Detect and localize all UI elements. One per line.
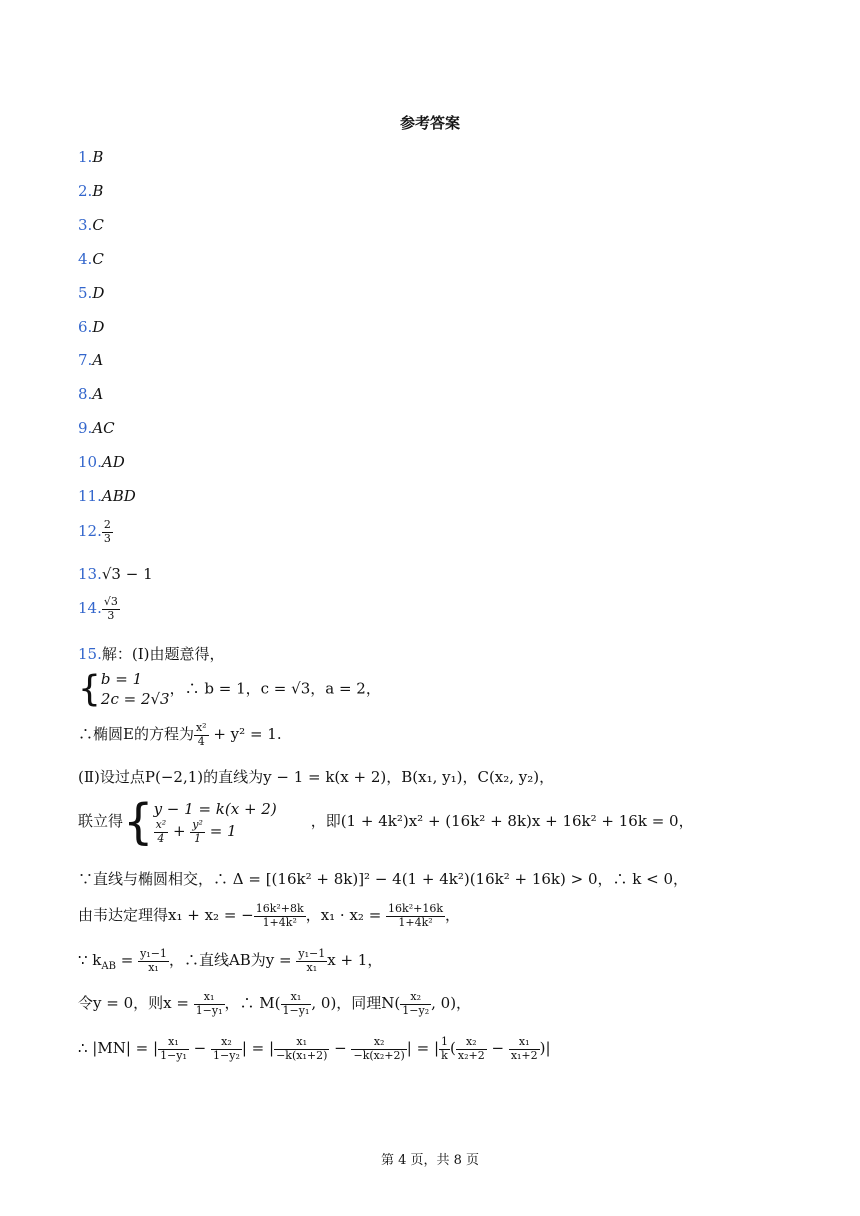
- solution-text: + y² = 1.: [208, 725, 282, 744]
- solution-text: , 0)，: [431, 994, 472, 1013]
- q15-ellipse-eq: [78, 722, 282, 748]
- answer-num: 6.: [78, 318, 93, 336]
- brace-icon: {: [123, 794, 154, 850]
- answer-text: A: [92, 385, 104, 403]
- answer-num: 4.: [78, 250, 93, 268]
- page-footer: 第 4 页，共 8 页: [380, 1153, 480, 1168]
- frac-numerator: y₁−1: [140, 947, 167, 960]
- solution-text: 令y = 0，则x =: [78, 994, 194, 1013]
- fraction: [102, 519, 113, 545]
- answer-num: 8.: [78, 385, 93, 403]
- equation: [154, 819, 277, 845]
- answer-11: [78, 487, 136, 505]
- frac-denominator: 1−y₂: [213, 1048, 240, 1062]
- fraction: [281, 991, 312, 1017]
- frac-denominator: 3: [107, 608, 115, 622]
- answer-14: [78, 596, 120, 622]
- answer-text: D: [92, 284, 105, 302]
- answer-3: [78, 216, 104, 234]
- answer-num: 2.: [78, 182, 93, 200]
- frac-numerator: x₁: [158, 1036, 189, 1050]
- q15-part2: (Ⅱ)设过点P(−2,1)的直线为y − 1 = k(x + 2)，B(x₁, y₁)，C(x₂, y₂)，: [78, 768, 555, 786]
- frac-numerator: x₁: [274, 1036, 329, 1050]
- subscript: AB: [101, 961, 116, 973]
- frac-denominator: 1−y₂: [402, 1003, 430, 1017]
- fraction: [158, 1036, 189, 1062]
- frac-numerator: x₁: [509, 1036, 540, 1050]
- fraction: [138, 948, 169, 974]
- operator: −: [486, 1039, 509, 1058]
- frac-numerator: y₁−1: [298, 947, 326, 960]
- answer-num: 5.: [78, 284, 93, 302]
- fraction: [211, 1036, 242, 1062]
- frac-numerator: 16k²+16k: [388, 902, 443, 915]
- frac-denominator: −k(x₂+2): [353, 1048, 405, 1062]
- answer-9: [78, 419, 115, 437]
- frac-numerator: x₂: [211, 1036, 242, 1050]
- answer-6: [78, 318, 104, 336]
- frac-denominator: 1−y₁: [282, 1003, 310, 1017]
- frac-numerator: 1: [441, 1035, 448, 1048]
- frac-denominator: 4: [197, 734, 205, 748]
- brace-icon: {: [78, 668, 101, 710]
- frac-numerator: x₁: [194, 991, 225, 1005]
- q15-intro: [78, 643, 225, 664]
- frac-denominator: 4: [157, 831, 165, 845]
- solution-text: ，x₁ · x₂ =: [305, 906, 387, 925]
- frac-numerator: 16k²+8k: [255, 902, 304, 915]
- answer-num: 1.: [78, 148, 93, 166]
- q15-vieta: [78, 903, 460, 929]
- answer-text: B: [92, 182, 104, 200]
- solution-text: x + 1，: [327, 951, 383, 970]
- answer-text: AD: [101, 453, 125, 471]
- fraction: [296, 948, 327, 974]
- fraction: [509, 1036, 540, 1062]
- solution-text: ，∴直线AB为y =: [168, 951, 297, 970]
- fraction: [386, 903, 445, 929]
- frac-denominator: 1−y₁: [195, 1003, 223, 1017]
- answer-num: 9.: [78, 419, 93, 437]
- solution-text: , 0)，同理N(: [311, 994, 401, 1013]
- q15-m-point: [78, 991, 471, 1017]
- answer-text: √3 − 1: [101, 565, 153, 583]
- answer-num: 7.: [78, 351, 93, 369]
- answer-text: ABD: [101, 487, 136, 505]
- answer-2: [78, 182, 103, 200]
- frac-numerator: x₂: [456, 1036, 487, 1050]
- equation-system: [101, 669, 170, 710]
- operator: −: [188, 1039, 212, 1058]
- solution-text: ∴ |MN| = |: [78, 1039, 159, 1058]
- operator: −: [329, 1039, 352, 1058]
- answer-text: C: [92, 216, 104, 234]
- operator: = 1: [204, 822, 237, 841]
- fraction: [194, 991, 225, 1017]
- answer-num: 12.: [78, 522, 102, 541]
- frac-denominator: x₁+2: [510, 1048, 538, 1062]
- frac-denominator: 1−y₁: [160, 1048, 187, 1062]
- solution-text: ，∴ M(: [224, 994, 281, 1013]
- fraction: [400, 991, 431, 1017]
- answer-text: A: [92, 351, 104, 369]
- operator: (: [450, 1039, 456, 1058]
- frac-denominator: k: [441, 1048, 448, 1062]
- solution-text: ，即(1 + 4k²)x² + (16k² + 8k)x + 16k² + 16k = 0，: [310, 812, 694, 830]
- fraction: [194, 722, 209, 748]
- operator: | = |: [406, 1039, 439, 1058]
- answer-num: 10.: [78, 453, 102, 471]
- q15-mn: [78, 1036, 551, 1062]
- equation: y − 1 = k(x + 2): [153, 799, 277, 818]
- frac-denominator: 3: [103, 531, 111, 545]
- solution-text: ∴椭圆E的方程为: [78, 725, 194, 744]
- solution-text: ，∴ b = 1，c = √3，a = 2，: [169, 679, 381, 698]
- frac-denominator: 1+4k²: [398, 915, 433, 929]
- frac-denominator: x₁: [148, 960, 159, 974]
- frac-numerator: 2: [103, 518, 111, 531]
- answer-num: 14.: [78, 599, 102, 618]
- operator: | = |: [241, 1039, 275, 1058]
- solution-text: 解：(Ⅰ)由题意得，: [101, 645, 225, 663]
- answer-8: [78, 385, 103, 403]
- answer-num: 3.: [78, 216, 93, 234]
- frac-denominator: −k(x₁+2): [276, 1048, 328, 1062]
- answer-text: C: [92, 250, 104, 268]
- fraction: [154, 819, 169, 845]
- answer-7: [78, 351, 103, 369]
- frac-numerator: x₂: [400, 991, 431, 1005]
- answer-num: 15.: [78, 645, 102, 663]
- fraction: [274, 1036, 329, 1062]
- answer-text: B: [92, 148, 104, 166]
- answer-text: AC: [92, 419, 115, 437]
- equation: 2c = 2√3: [100, 690, 170, 709]
- q15-system-2: [78, 794, 694, 850]
- equation-system: [154, 799, 277, 846]
- frac-denominator: x₁: [306, 960, 318, 974]
- fraction: [102, 596, 120, 622]
- solution-text: 联立得: [78, 812, 124, 830]
- frac-numerator: √3: [103, 595, 118, 608]
- answer-10: [78, 453, 125, 471]
- q15-kab: [78, 948, 382, 974]
- fraction: [456, 1036, 487, 1062]
- answer-12: [78, 519, 113, 545]
- frac-numerator: x₁: [281, 991, 312, 1005]
- answer-num: 13.: [78, 565, 102, 583]
- q15-system-1: [78, 669, 381, 710]
- solution-text: ，: [445, 906, 461, 925]
- page-title: 参考答案: [399, 114, 460, 132]
- operator: =: [115, 951, 139, 970]
- fraction: [190, 819, 205, 845]
- q15-delta: ∵直线与椭圆相交，∴ Δ = [(16k² + 8k)]² − 4(1 + 4k²)(16k² + 16k) > 0，∴ k < 0，: [78, 870, 689, 888]
- answer-13: [78, 565, 153, 583]
- answer-text: D: [92, 318, 105, 336]
- answer-4: [78, 250, 104, 268]
- fraction: [254, 903, 306, 929]
- frac-denominator: x₂+2: [457, 1048, 485, 1062]
- operator: +: [168, 822, 191, 841]
- frac-numerator: x²: [195, 721, 207, 734]
- equation: b = 1: [100, 670, 143, 688]
- frac-numerator: y²: [192, 817, 203, 831]
- fraction: [351, 1036, 406, 1062]
- solution-text: ∵ k: [78, 951, 102, 970]
- frac-denominator: 1+4k²: [262, 915, 297, 929]
- answer-num: 11.: [78, 487, 102, 505]
- frac-numerator: x₂: [351, 1036, 406, 1050]
- solution-text: 由韦达定理得x₁ + x₂ = −: [78, 906, 254, 925]
- frac-denominator: 1: [194, 831, 202, 845]
- operator: )|: [539, 1039, 551, 1058]
- answer-1: [78, 148, 103, 166]
- answer-5: [78, 284, 104, 302]
- fraction: [439, 1036, 450, 1062]
- frac-numerator: x²: [155, 817, 167, 831]
